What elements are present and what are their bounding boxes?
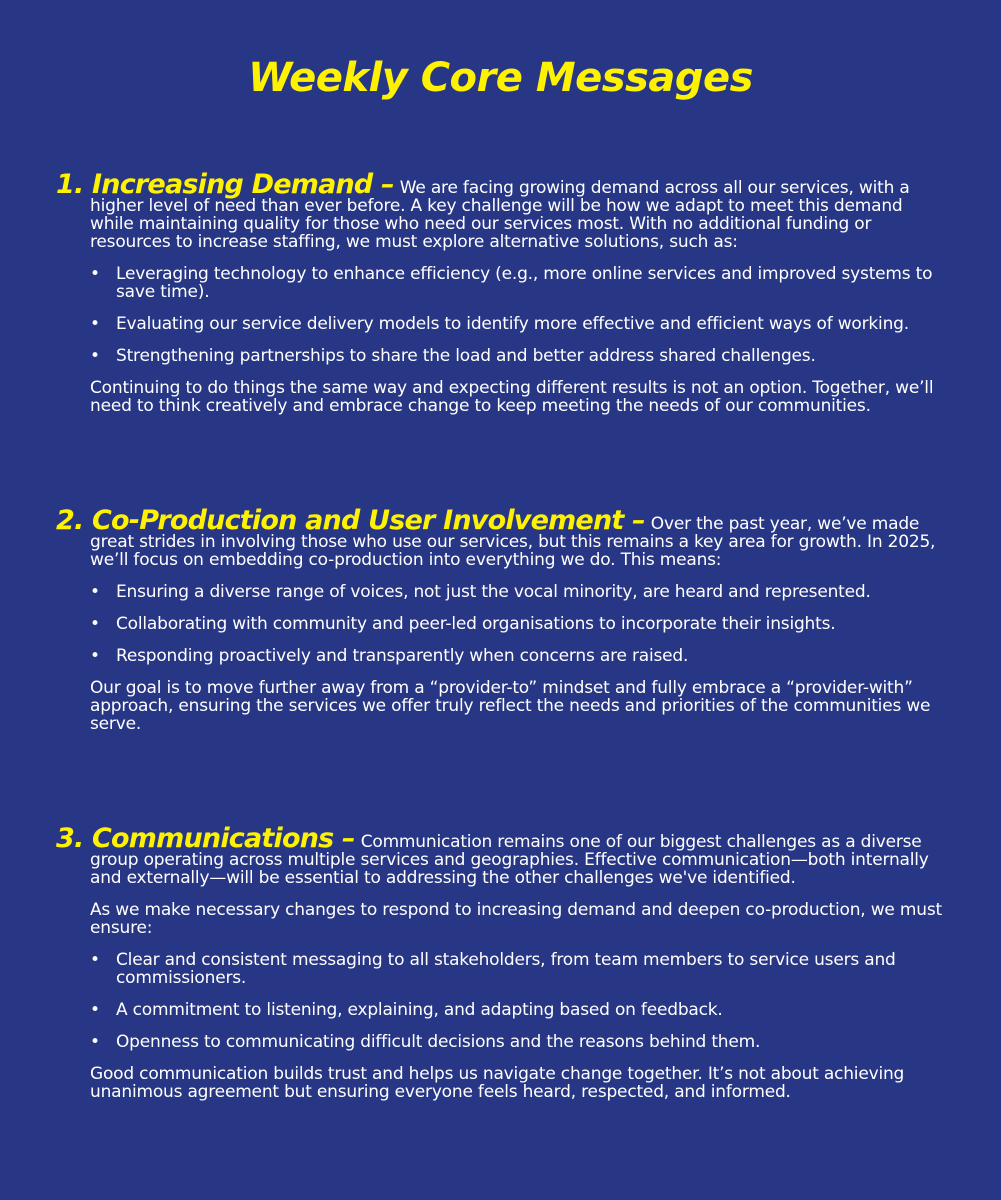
bullet-icon: •: [90, 1000, 100, 1020]
bullet-icon: •: [90, 314, 100, 334]
list-item: [90, 265, 951, 301]
section-closing: Continuing to do things the same way and expecting different results is not an option. Together, we’ll need to think creatively and embrace change to keep meeting the needs of our communities.: [90, 378, 934, 416]
section-heading: 2. Co-Production and User Involvement –: [56, 505, 645, 536]
list-item: [90, 615, 951, 633]
section-increasing-demand: [56, 169, 951, 416]
page-title: Weekly Core Messages: [248, 55, 753, 101]
section-intro: [56, 823, 951, 888]
bullet-text: Leveraging technology to enhance efficiency (e.g., more online services and improved systems to save time).: [116, 264, 933, 302]
section-lead: As we make necessary changes to respond to increasing demand and deepen co-production, we must ensure:: [90, 900, 942, 938]
list-item: [90, 583, 951, 601]
bullet-text: Openness to communicating difficult decisions and the reasons behind them.: [116, 1032, 761, 1052]
bullet-text: Ensuring a diverse range of voices, not just the vocal minority, are heard and represented.: [116, 582, 871, 602]
bullet-icon: •: [90, 950, 100, 970]
section-co-production: [56, 505, 951, 734]
bullet-icon: •: [90, 582, 100, 602]
bullet-text: Clear and consistent messaging to all stakeholders, from team members to service users and commissioners.: [116, 950, 896, 988]
bullet-icon: •: [90, 1032, 100, 1052]
bullet-text: Collaborating with community and peer-led organisations to incorporate their insights.: [116, 614, 836, 634]
section-intro-text: We are facing growing demand across all our services, with a higher level of need than ever before. A key challenge will be how we adapt to meet this demand while maintaining quality for those who need our services most. With no additional funding or resources to increase staffing, we must explore alternative solutions, such as:: [90, 178, 910, 252]
section-closing: Good communication builds trust and helps us navigate change together. It’s not about achieving unanimous agreement but ensuring everyone feels heard, respected, and informed.: [90, 1064, 905, 1102]
section-communications: [56, 823, 951, 1102]
section-heading: 1. Increasing Demand –: [56, 169, 394, 200]
bullet-icon: •: [90, 346, 100, 366]
bullet-list: [56, 951, 951, 1051]
section-intro-text: Over the past year, we’ve made great strides in involving those who use our services, but this remains a key area for growth. In 2025, we’ll focus on embedding co-production into everything we do. This means:: [90, 514, 936, 570]
bullet-text: Responding proactively and transparently when concerns are raised.: [116, 646, 689, 666]
bullet-icon: •: [90, 264, 100, 284]
section-closing: Our goal is to move further away from a “provider-to” mindset and fully embrace a “provider-with” approach, ensuring the services we offer truly reflect the needs and priorities of the communities we serve.: [90, 678, 931, 734]
bullet-text: Strengthening partnerships to share the load and better address shared challenges.: [116, 346, 816, 366]
bullet-list: [56, 583, 951, 665]
section-intro: [56, 505, 951, 570]
list-item: [90, 315, 951, 333]
list-item: [90, 647, 951, 665]
bullet-icon: •: [90, 614, 100, 634]
bullet-icon: •: [90, 646, 100, 666]
list-item: [90, 1033, 951, 1051]
list-item: [90, 1001, 951, 1019]
section-intro-text: Communication remains one of our biggest challenges as a diverse group operating across multiple services and geographies. Effective communication—both internally and externally—will be essential to addressing the other challenges we've identified.: [90, 832, 929, 888]
section-intro: [56, 169, 951, 252]
bullet-list: [56, 265, 951, 365]
list-item: [90, 951, 951, 987]
bullet-text: A commitment to listening, explaining, and adapting based on feedback.: [116, 1000, 723, 1020]
bullet-text: Evaluating our service delivery models to identify more effective and efficient ways of working.: [116, 314, 909, 334]
section-heading: 3. Communications –: [56, 823, 355, 854]
list-item: [90, 347, 951, 365]
